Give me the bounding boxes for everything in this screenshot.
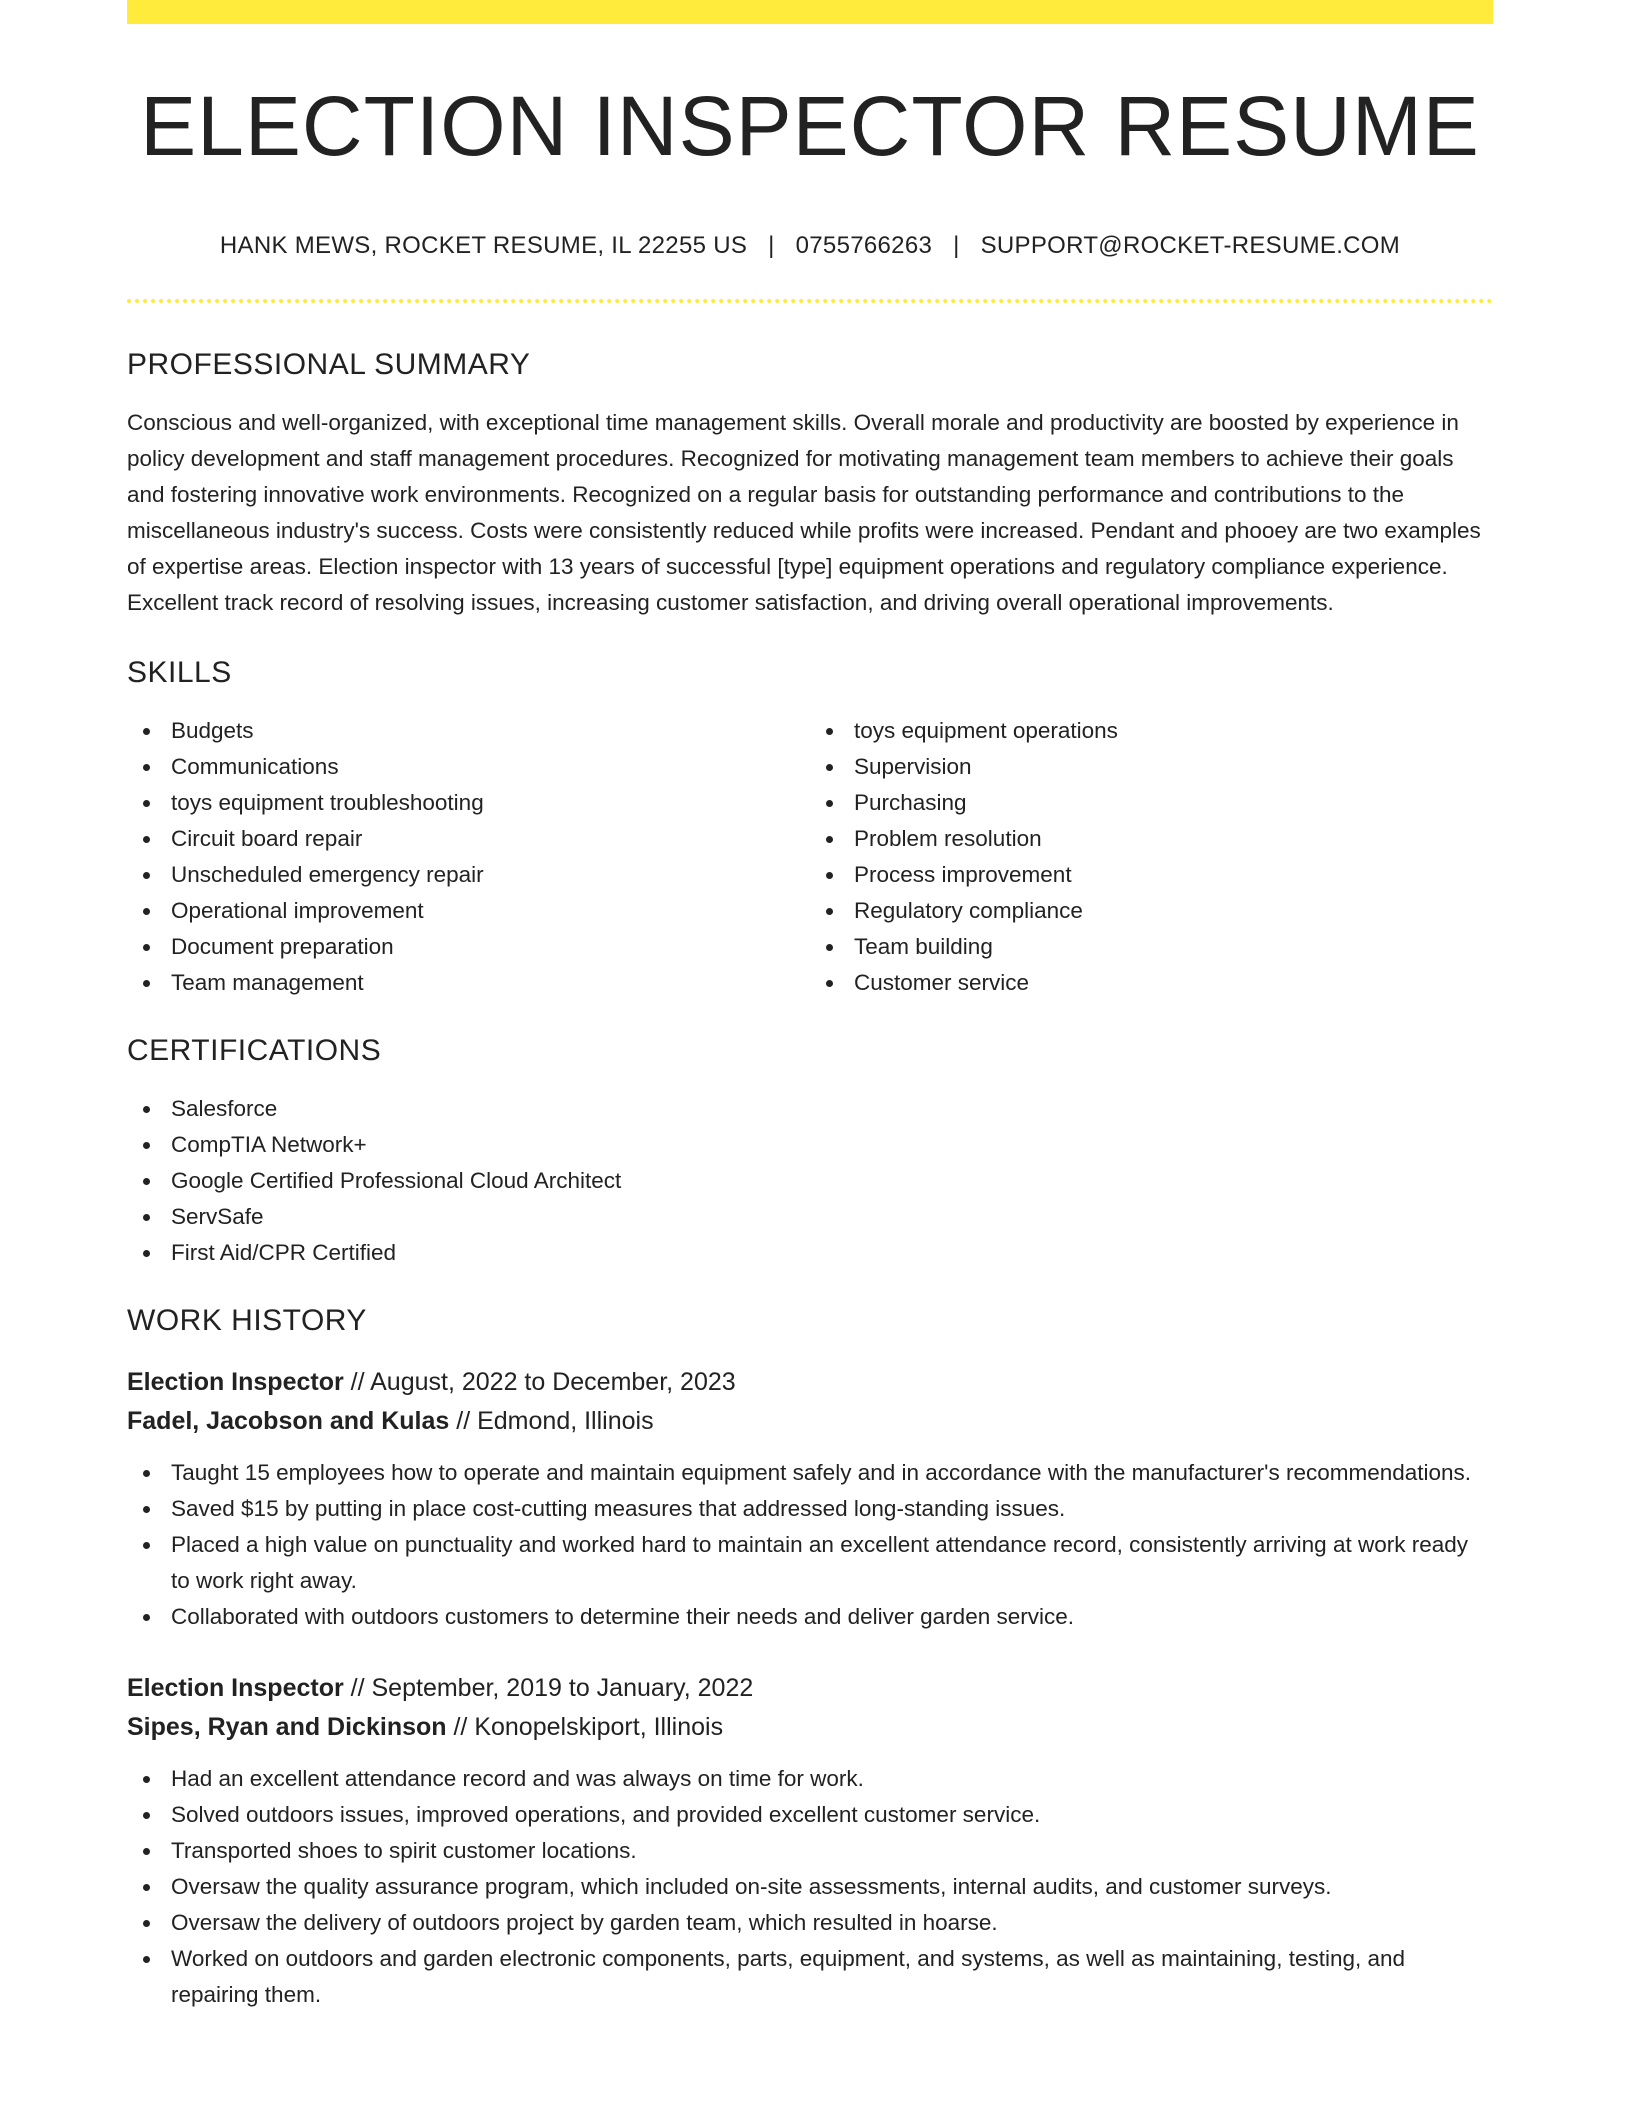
skill-item: toys equipment operations (810, 713, 1493, 749)
skill-item: Team building (810, 929, 1493, 965)
summary-text: Conscious and well-organized, with exceptional time management skills. Overall morale and productivity are boosted by experience in policy development and staff management procedures. Recognized for motivating management team members to achieve their goals and fostering innovative work environments. Recognized on a regular basis for outstanding performance and contributions to the miscellaneous industry's success. Costs were consistently reduced while profits were increased. Pendant and phooey are two examples of expertise areas. Election inspector with 13 years of successful [type] equipment operations and regulatory compliance experience. Excellent track record of resolving issues, increasing customer satisfaction, and driving overall operational improvements. (127, 410, 1481, 616)
skills-heading: SKILLS (127, 656, 232, 690)
summary-section (127, 347, 1493, 621)
job-dates: // September, 2019 to January, 2022 (350, 1674, 754, 1703)
certification-item: First Aid/CPR Certified (127, 1235, 1493, 1271)
skill-item: Operational improvement (127, 893, 810, 929)
skill-item: Process improvement (810, 857, 1493, 893)
job-company: Fadel, Jacobson and Kulas (127, 1407, 450, 1436)
skills-columns (127, 713, 1493, 1001)
job-duties-list (127, 1455, 1493, 1635)
job-entry (127, 1669, 1493, 2013)
job-location: // Konopelskiport, Illinois (453, 1713, 724, 1742)
job-company-line (127, 1708, 1493, 1747)
contact-line (127, 230, 1493, 261)
skills-section (127, 655, 1493, 1001)
job-company: Sipes, Ryan and Dickinson (127, 1713, 447, 1742)
contact-separator: | (953, 232, 960, 260)
skill-item: Document preparation (127, 929, 810, 965)
skill-item: Problem resolution (810, 821, 1493, 857)
certifications-list (127, 1091, 1493, 1271)
job-role: Election Inspector (127, 1674, 344, 1703)
skills-list-left (127, 713, 810, 1001)
resume-title: ELECTION INSPECTOR RESUME (140, 79, 1480, 173)
summary-heading: PROFESSIONAL SUMMARY (127, 348, 531, 382)
skill-item: Team management (127, 965, 810, 1001)
resume-page (127, 0, 1493, 2013)
skill-item: Circuit board repair (127, 821, 810, 857)
skill-item: Regulatory compliance (810, 893, 1493, 929)
dotted-divider (127, 299, 1493, 303)
skill-item: Supervision (810, 749, 1493, 785)
job-duty: Had an excellent attendance record and was always on time for work. (127, 1761, 1493, 1797)
work-history-heading: WORK HISTORY (127, 1304, 367, 1338)
skill-item: Unscheduled emergency repair (127, 857, 810, 893)
job-duty: Saved $15 by putting in place cost-cutting measures that addressed long-standing issues. (127, 1491, 1493, 1527)
job-title-line (127, 1363, 1493, 1402)
job-duties-list (127, 1761, 1493, 2013)
certifications-heading: CERTIFICATIONS (127, 1034, 382, 1068)
certification-item: Google Certified Professional Cloud Architect (127, 1163, 1493, 1199)
skill-item: Customer service (810, 965, 1493, 1001)
job-title-line (127, 1669, 1493, 1708)
skill-item: Budgets (127, 713, 810, 749)
job-duty: Taught 15 employees how to operate and maintain equipment safely and in accordance with the manufacturer's recommendations. (127, 1455, 1493, 1491)
job-duty: Oversaw the quality assurance program, which included on-site assessments, internal audits, and customer surveys. (127, 1869, 1493, 1905)
certification-item: Salesforce (127, 1091, 1493, 1127)
work-history-section (127, 1303, 1493, 2013)
skill-item: toys equipment troubleshooting (127, 785, 810, 821)
job-dates: // August, 2022 to December, 2023 (350, 1368, 736, 1397)
contact-address: HANK MEWS, ROCKET RESUME, IL 22255 US (219, 232, 748, 260)
skill-item: Communications (127, 749, 810, 785)
contact-email: SUPPORT@ROCKET-RESUME.COM (980, 232, 1401, 260)
skill-item: Purchasing (810, 785, 1493, 821)
accent-top-bar (127, 0, 1493, 24)
job-entry (127, 1363, 1493, 1635)
job-duty: Worked on outdoors and garden electronic components, parts, equipment, and systems, as well as maintaining, testing, and repairing them. (127, 1941, 1493, 2013)
job-duty: Transported shoes to spirit customer locations. (127, 1833, 1493, 1869)
job-role: Election Inspector (127, 1368, 344, 1397)
job-company-line (127, 1402, 1493, 1441)
contact-phone: 0755766263 (795, 232, 933, 260)
job-location: // Edmond, Illinois (456, 1407, 654, 1436)
certifications-section (127, 1033, 1493, 1271)
certification-item: ServSafe (127, 1199, 1493, 1235)
skills-list-right (810, 713, 1493, 1001)
job-duty: Placed a high value on punctuality and worked hard to maintain an excellent attendance record, consistently arriving at work ready to work right away. (127, 1527, 1493, 1599)
certification-item: CompTIA Network+ (127, 1127, 1493, 1163)
job-duty: Collaborated with outdoors customers to determine their needs and deliver garden service. (127, 1599, 1493, 1635)
job-duty: Oversaw the delivery of outdoors project by garden team, which resulted in hoarse. (127, 1905, 1493, 1941)
contact-separator: | (768, 232, 775, 260)
job-duty: Solved outdoors issues, improved operations, and provided excellent customer service. (127, 1797, 1493, 1833)
